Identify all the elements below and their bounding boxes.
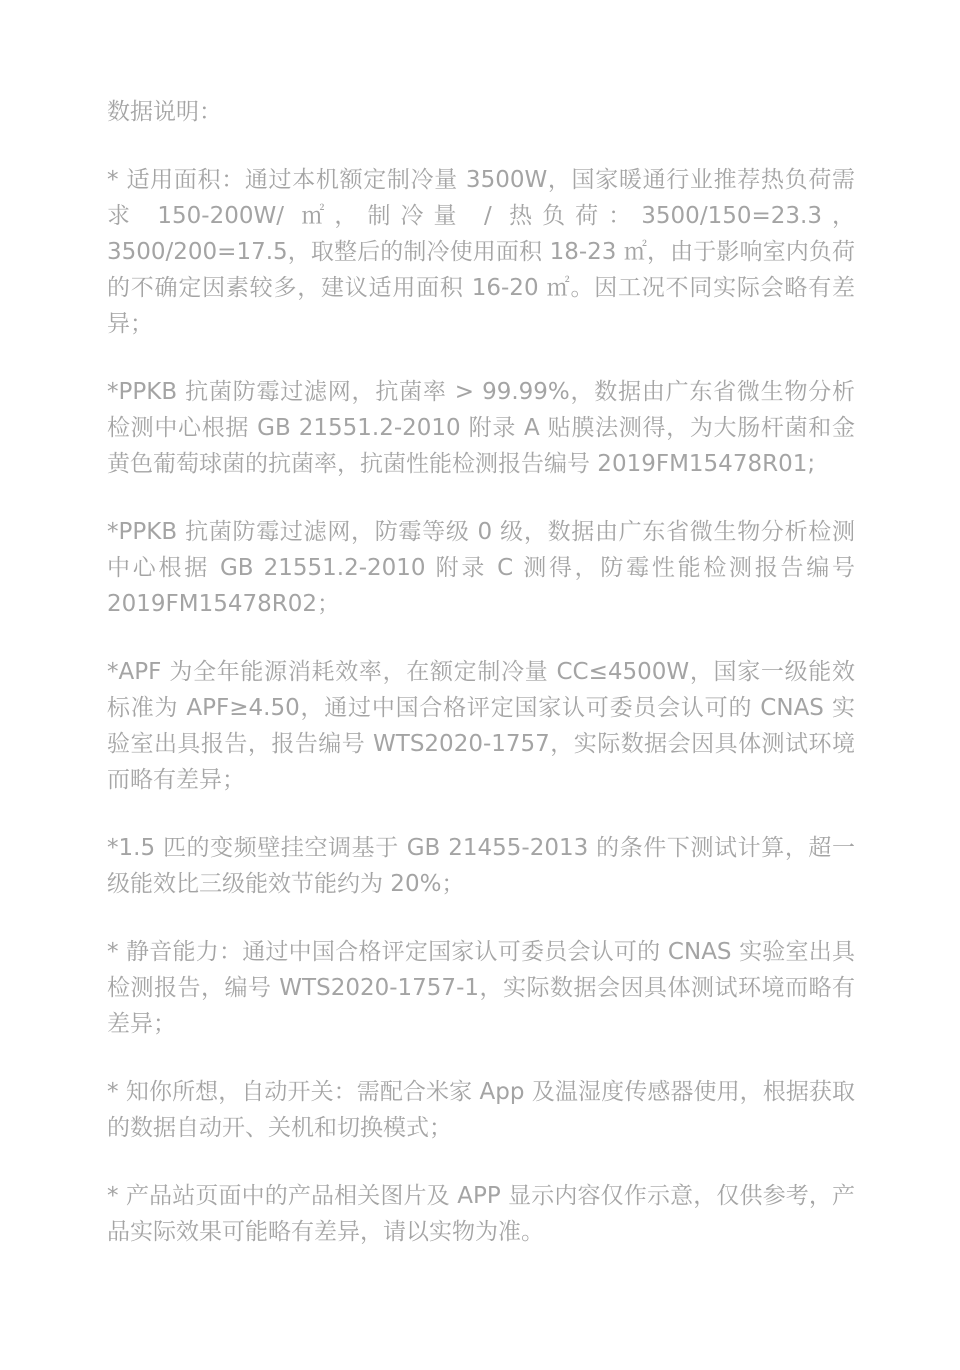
note-area-coverage: * 适用面积：通过本机额定制冷量 3500W，国家暖通行业推荐热负荷需求 150-200W/ ㎡，制冷量 / 热负荷：3500/150=23.3，3500/200=17.5，取整后的制冷使用面积 18-23 ㎡，由于影响室内负荷的不确定因素较多，建议适用面积 16-20 ㎡。因工况不同实际会略有差异； — [107, 167, 855, 337]
note-auto-switch: * 知你所想，自动开关：需配合米家 App 及温湿度传感器使用，根据获取的数据自动开、关机和切换模式； — [107, 1079, 855, 1141]
note-energy-saving: *1.5 匹的变频壁挂空调基于 GB 21455-2013 的条件下测试计算，超一级能效比三级能效节能约为 20%； — [107, 835, 855, 897]
section-heading: 数据说明： — [107, 99, 222, 125]
note-mold-resistance: *PPKB 抗菌防霉过滤网，防霉等级 0 级，数据由广东省微生物分析检测中心根据 GB 21551.2-2010 附录 C 测得，防霉性能检测报告编号 2019FM15478R02； — [107, 519, 855, 617]
note-disclaimer: * 产品站页面中的产品相关图片及 APP 显示内容仅作示意，仅供参考，产品实际效果可能略有差异，请以实物为准。 — [107, 1183, 855, 1245]
note-apf-efficiency: *APF 为全年能源消耗效率，在额定制冷量 CC≤4500W，国家一级能效标准为 APF≥4.50，通过中国合格评定国家认可委员会认可的 CNAS 实验室出具报告，报告编号 WTS2020-1757，实际数据会因具体测试环境而略有差异； — [107, 659, 855, 793]
data-notes-section — [107, 94, 855, 1250]
note-silent-capability: * 静音能力：通过中国合格评定国家认可委员会认可的 CNAS 实验室出具检测报告，编号 WTS2020-1757-1，实际数据会因具体测试环境而略有差异； — [107, 939, 855, 1037]
note-antibacterial-rate: *PPKB 抗菌防霉过滤网，抗菌率 > 99.99%，数据由广东省微生物分析检测中心根据 GB 21551.2-2010 附录 A 贴膜法测得，为大肠杆菌和金黄色葡萄球菌的抗菌率，抗菌性能检测报告编号 2019FM15478R01; — [107, 379, 855, 477]
